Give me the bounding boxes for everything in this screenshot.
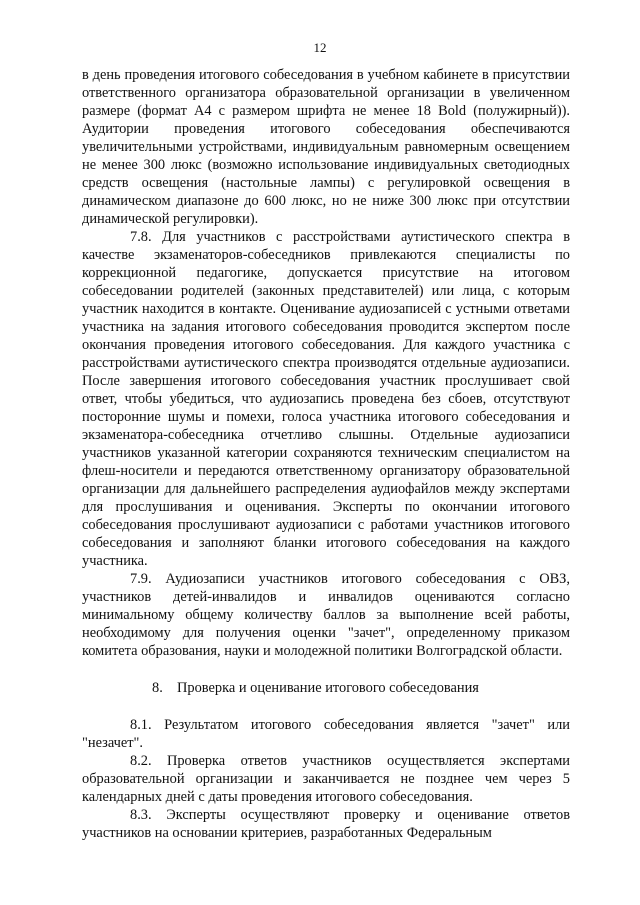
section-heading — [82, 679, 570, 697]
paragraph-8-2: 8.2. Проверка ответов участников осуществляется экспертами образовательной организации и заканчивается не позднее чем через 5 календарных дней с даты проведения итогового собеседования. — [82, 753, 570, 805]
section-number: 8. — [152, 680, 163, 696]
page-content — [82, 66, 570, 842]
page-number: 12 — [313, 40, 327, 55]
paragraph-8-1: 8.1. Результатом итогового собеседования является "зачет" или "незачет". — [82, 717, 570, 751]
paragraph-8-3: 8.3. Эксперты осуществляют проверку и оценивание ответов участников на основании критериев, разработанных Федеральным — [82, 807, 570, 841]
section-title: Проверка и оценивание итогового собеседования — [177, 680, 479, 696]
paragraph-7-6-continued: в день проведения итогового собеседования в учебном кабинете в присутствии ответственного организатора образовательной организации в увеличенном размере (формат А4 с размером шрифта не менее 18 Bold (полужирный)). Аудитории проведения итогового собеседования обеспечиваются увеличительными устройствами, индивидуальным равномерным освещением не менее 300 люкс (возможно использование индивидуальных светодиодных средств освещения (настольные лампы) с регулировкой освещения в динамическом диапазоне до 600 люкс, но не ниже 300 люкс при отсутствии динамической регулировки). — [82, 67, 570, 227]
paragraph-7-9: 7.9. Аудиозаписи участников итогового собеседования с ОВЗ, участников детей-инвалидов и инвалидов оцениваются согласно минимальному общему количеству баллов за выполнение всей работы, необходимому для получения оценки "зачет", определенному приказом комитета образования, науки и молодежной политики Волгоградской области. — [82, 571, 570, 659]
paragraph-7-8: 7.8. Для участников с расстройствами аутистического спектра в качестве экзаменаторов-собеседников привлекаются специалисты по коррекционной педагогике, допускается присутствие на итоговом собеседовании родителей (законных представителей) или лица, с которым участник находится в контакте. Оценивание аудиозаписей с устными ответами участника на задания итогового собеседования проводится экспертом после окончания проведения итогового собеседования. Для каждого участника с расстройствами аутистического спектра производятся отдельные аудиозаписи. После завершения итогового собеседования участник прослушивает свой ответ, чтобы убедиться, что аудиозапись проведена без сбоев, отсутствуют посторонние шумы и помехи, голоса участника итогового собеседования и экзаменатора-собеседника отчетливо слышны. Отдельные аудиозаписи участников указанной категории сохраняются техническим специалистом на флеш-носители и передаются ответственному организатору образовательной организации для дальнейшего распределения аудиофайлов между экспертами для прослушивания и оценивания. Эксперты по окончании итогового собеседования прослушивают аудиозаписи с работами участников итогового собеседования и заполняют бланки итогового собеседования на каждого участника. — [82, 229, 570, 569]
